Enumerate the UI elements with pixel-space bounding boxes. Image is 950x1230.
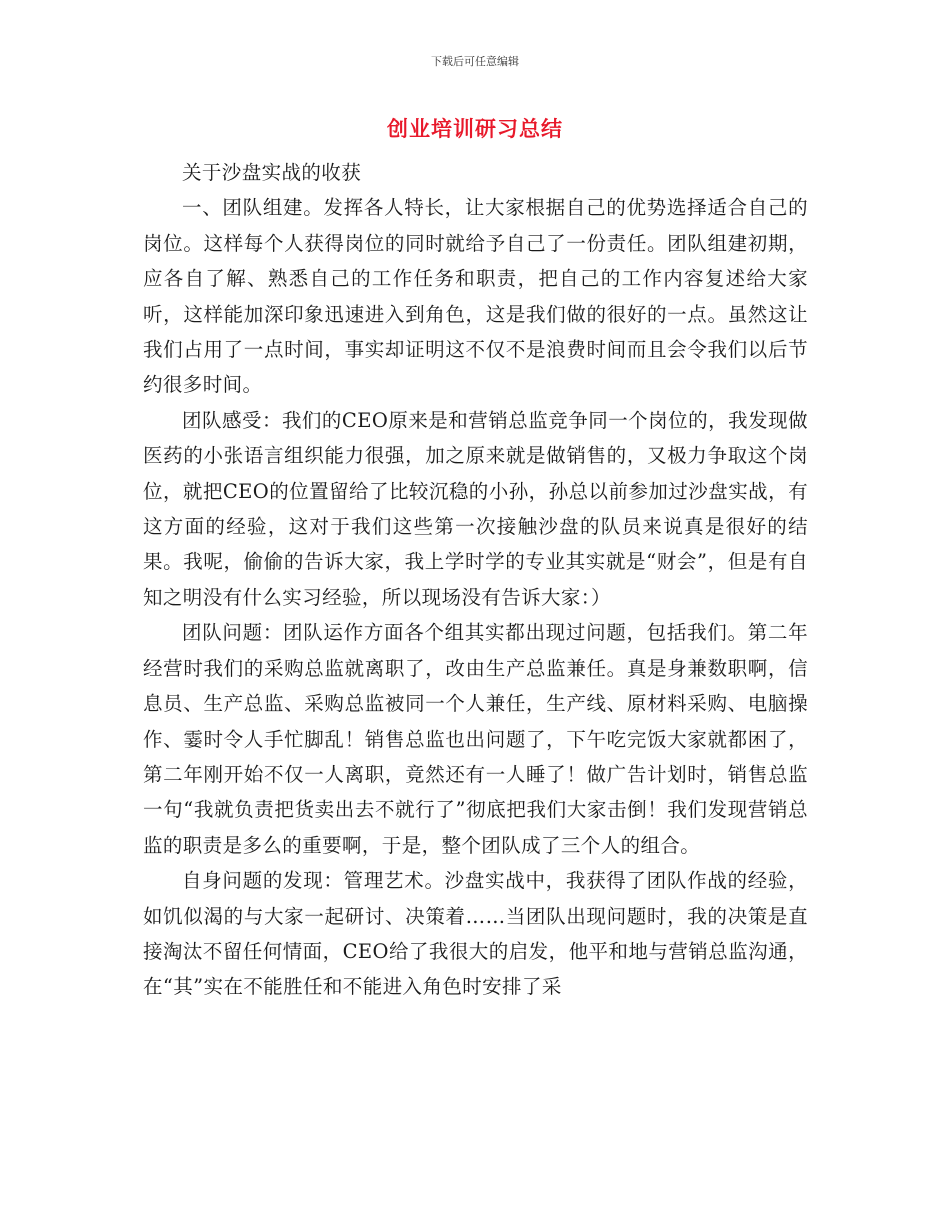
paragraph-self-discovery: 自身问题的发现：管理艺术。沙盘实战中，我获得了团队作战的经验，如饥似渴的与大家一起研讨、决策着……当团队出现问题时，我的决策是直接淘汰不留任何情面，CEO给了我很大的启发，他平和地与营销总监沟通，在“其”实在不能胜任和不能进入角色时安排了采 xyxy=(143,869,808,999)
subtitle-paragraph: 关于沙盘实战的收获 xyxy=(182,161,362,184)
paragraph-team-feeling: 团队感受：我们的CEO原来是和营销总监竞争同一个岗位的，我发现做医药的小张语言组织能力很强，加之原来就是做销售的，又极力争取这个岗位，就把CEO的位置留给了比较沉稳的小孙，孙总以前参加过沙盘实战，有这方面的经验，这对于我们这些第一次接触沙盘的队员来说真是很好的结果。我呢，偷偷的告诉大家，我上学时学的专业其实就是“财会”，但是有自知之明没有什么实习经验，所以现场没有告诉大家：） xyxy=(143,408,808,609)
paragraph-team-building: 一、团队组建。发挥各人特长，让大家根据自己的优势选择适合自己的岗位。这样每个人获得岗位的同时就给予自己了一份责任。团队组建初期，应各自了解、熟悉自己的工作任务和职责，把自己的工作内容复述给大家听，这样能加深印象迅速进入到角色，这是我们做的很好的一点。虽然这让我们占用了一点时间，事实却证明这不仅不是浪费时间而且会令我们以后节约很多时间。 xyxy=(143,196,808,397)
document-body xyxy=(143,155,808,1005)
paragraph-team-problems: 团队问题：团队运作方面各个组其实都出现过问题，包括我们。第二年经营时我们的采购总监就离职了，改由生产总监兼任。真是身兼数职啊，信息员、生产总监、采购总监被同一个人兼任，生产线、原材料采购、电脑操作、霎时令人手忙脚乱！销售总监也出问题了，下午吃完饭大家就都困了，第二年刚开始不仅一人离职，竟然还有一人睡了！做广告计划时，销售总监一句“我就负责把货卖出去不就行了”彻底把我们大家击倒！我们发现营销总监的职责是多么的重要啊，于是，整个团队成了三个人的组合。 xyxy=(143,621,808,857)
document-title: 创业培训研习总结 xyxy=(387,117,563,141)
header-note: 下载后可任意编辑 xyxy=(431,55,519,68)
